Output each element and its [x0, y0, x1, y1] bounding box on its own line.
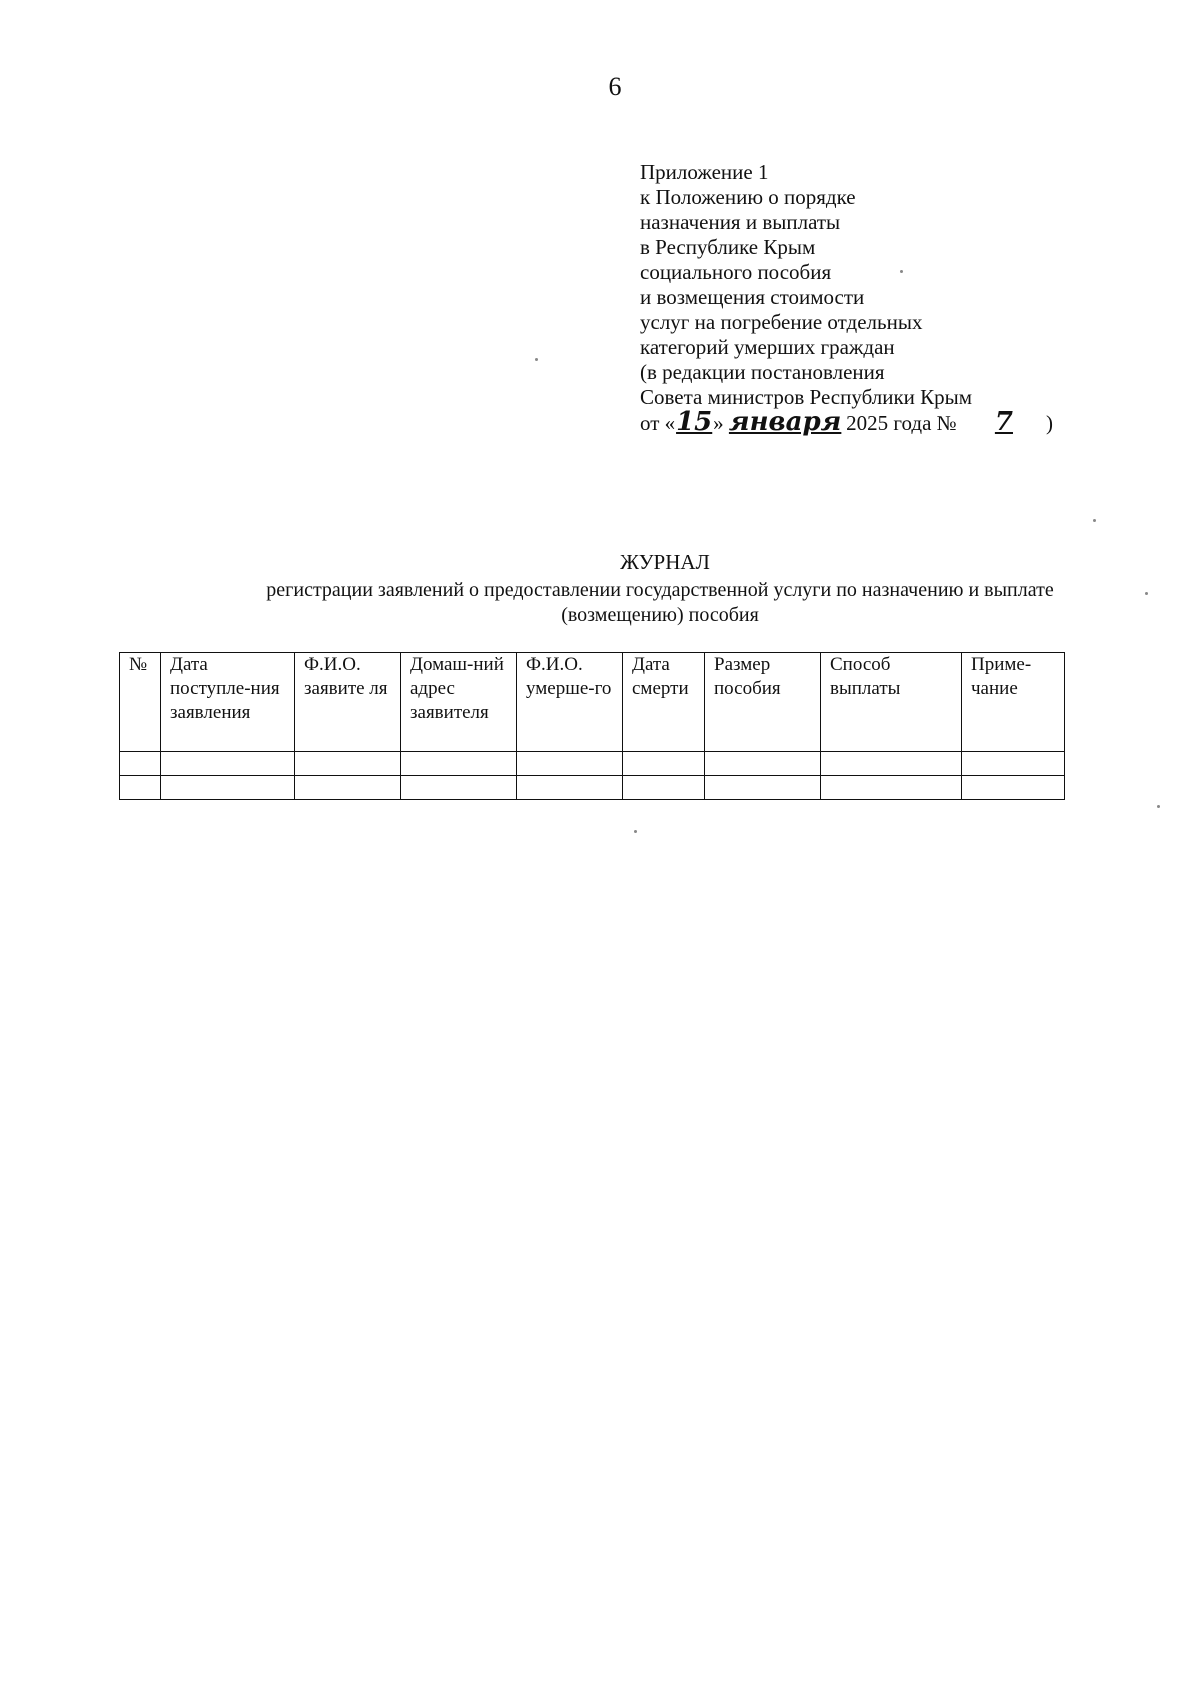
table-cell: [705, 752, 821, 776]
column-header-number: №: [120, 653, 161, 752]
annex-line: в Республике Крым: [640, 235, 816, 259]
annex-line: и возмещения стоимости: [640, 285, 865, 309]
scan-speck: [1093, 519, 1096, 522]
table-cell: [161, 776, 295, 800]
handwritten-day: 15: [676, 407, 713, 437]
scan-speck: [1145, 592, 1148, 595]
annex-block: [640, 160, 1053, 440]
date-suffix: ): [1045, 411, 1053, 435]
table-cell: [623, 776, 705, 800]
column-header-applicant-name: Ф.И.О. заявите ля: [295, 653, 401, 752]
table-cell: [120, 776, 161, 800]
scan-speck: [535, 358, 538, 361]
table-cell: [962, 776, 1065, 800]
journal-table: [119, 652, 1065, 800]
annex-line: Приложение 1: [640, 160, 769, 184]
date-year-text: 2025 года №: [840, 411, 962, 435]
column-header-death-date: Дата смерти: [623, 653, 705, 752]
table-cell: [120, 752, 161, 776]
column-header-benefit-amount: Размер пособия: [705, 653, 821, 752]
annex-date-line: [640, 407, 1053, 440]
date-prefix: от «: [640, 411, 676, 435]
date-quote-close: »: [713, 411, 729, 435]
annex-line: категорий умерших граждан: [640, 335, 895, 359]
table-row: [120, 776, 1065, 800]
column-header-home-address: Домаш-ний адрес заявителя: [401, 653, 517, 752]
table-cell: [295, 776, 401, 800]
scan-speck: [634, 830, 637, 833]
annex-line: Совета министров Республики Крым: [640, 385, 973, 409]
column-header-deceased-name: Ф.И.О. умерше-го: [517, 653, 623, 752]
annex-line: (в редакции постановления: [640, 360, 885, 384]
column-header-receipt-date: Дата поступле-ния заявления: [161, 653, 295, 752]
handwritten-number: 7: [994, 407, 1013, 437]
table-header-row: [120, 653, 1065, 752]
table-cell: [821, 776, 962, 800]
handwritten-month: января: [728, 407, 842, 437]
table-cell: [401, 776, 517, 800]
table-cell: [623, 752, 705, 776]
table-cell: [295, 752, 401, 776]
column-header-payment-method: Способ выплаты: [821, 653, 962, 752]
annex-line: к Положению о порядке: [640, 185, 856, 209]
table-row: [120, 752, 1065, 776]
table-cell: [517, 776, 623, 800]
table-cell: [161, 752, 295, 776]
journal-title: ЖУРНАЛ: [620, 550, 710, 574]
annex-line: назначения и выплаты: [640, 210, 841, 234]
annex-line: социального пособия: [640, 260, 832, 284]
annex-line: услуг на погребение отдельных: [640, 310, 923, 334]
journal-subtitle: регистрации заявлений о предоставлении государственной услуги по назначению и выплате (возмещению) пособия: [266, 579, 1054, 626]
table-cell: [705, 776, 821, 800]
table-cell: [401, 752, 517, 776]
scan-speck: [1157, 805, 1160, 808]
table-cell: [517, 752, 623, 776]
table-cell: [962, 752, 1065, 776]
page-number: 6: [608, 72, 622, 101]
scan-speck: [900, 270, 903, 273]
table-cell: [821, 752, 962, 776]
column-header-note: Приме-чание: [962, 653, 1065, 752]
